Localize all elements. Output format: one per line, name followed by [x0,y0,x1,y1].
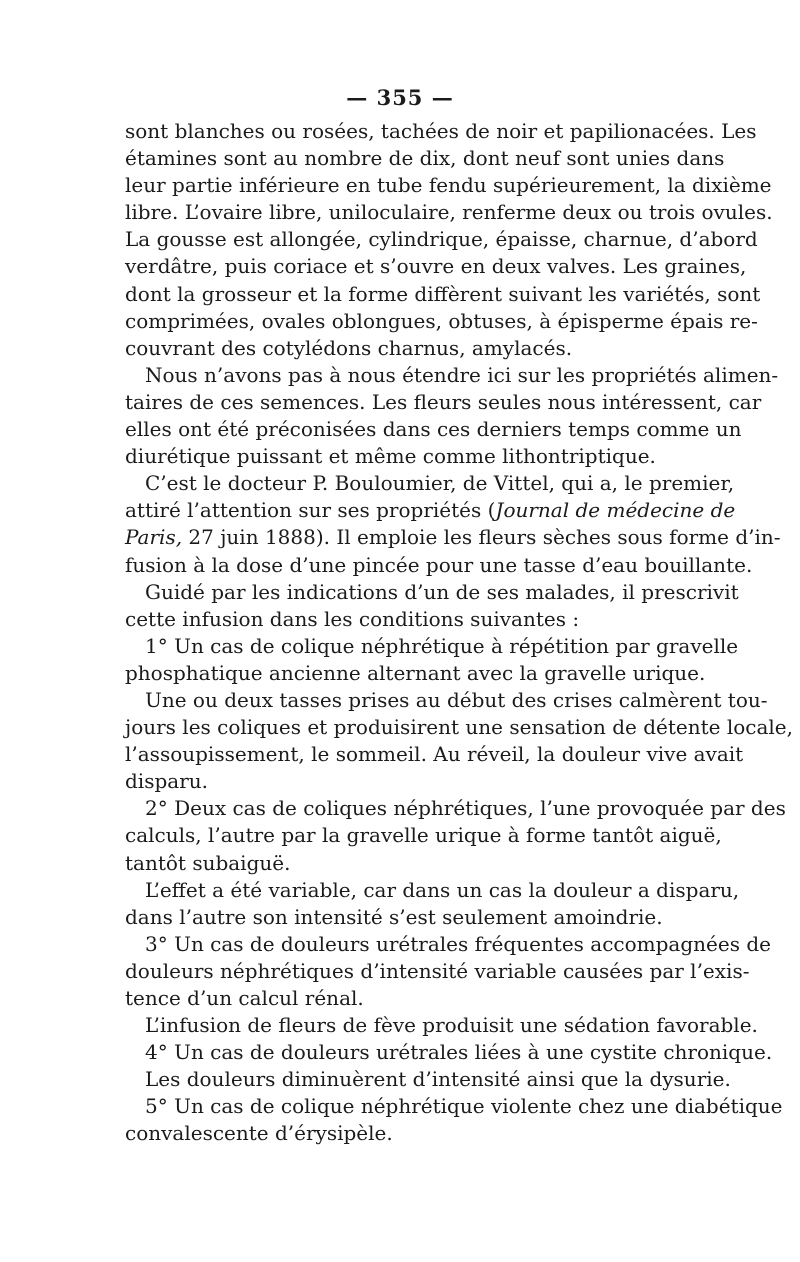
text-line: douleurs néphrétiques d’intensité variable causées par l’exis- [125,958,750,983]
case-3-start: 3° Un cas de douleurs urétrales fréquentes accompagnées de [145,931,771,956]
case-4-start: 4° Un cas de douleurs urétrales liées à une cystite chronique. [145,1040,773,1065]
text-line: tence d’un calcul rénal. [125,986,364,1010]
text-line-citation [125,497,736,524]
paragraph-start: Les douleurs diminuèrent d’intensité ainsi que la dysurie. [145,1067,731,1092]
text-line: libre. L’ovaire libre, uniloculaire, renferme deux ou trois ovules. [125,200,773,225]
text-line: sont blanches ou rosées, tachées de noir et papilionacées. Les [125,119,757,143]
case-5-start: 5° Un cas de colique néphrétique violente chez une diabétique [145,1094,783,1119]
paragraph-start: Guidé par les indications d’un de ses malades, il prescrivit [145,579,739,604]
case-1-start: 1° Un cas de colique néphrétique à répétition par gravelle [145,633,739,658]
journal-title-end: Paris, [125,525,183,550]
text-line: fusion à la dose d’une pincée pour une tasse d’eau bouillante. [125,552,753,577]
paragraph-start: Nous n’avons pas à nous étendre ici sur les propriétés alimen- [145,362,779,387]
text-line: La gousse est allongée, cylindrique, épaisse, charnue, d’abord [125,227,758,252]
text-line: diurétique puissant et même comme lithontriptique. [125,444,656,469]
text-line: tantôt subaiguë. [125,850,291,875]
text-line: leur partie inférieure en tube fendu supérieurement, la dixième [125,173,772,198]
text-line: disparu. [125,769,208,794]
paragraph-start: L’infusion de fleurs de fève produisit une sédation favorable. [145,1013,758,1038]
text-line: convalescente d’érysipèle. [125,1121,393,1146]
paragraph-start: Une ou deux tasses prises au début des crises calmèrent tou- [145,687,768,712]
text-line: phosphatique ancienne alternant avec la gravelle urique. [125,660,706,685]
text-line: étamines sont au nombre de dix, dont neuf sont unies dans [125,146,725,171]
page-number: — 355 — [346,85,454,110]
text-line: l’assoupissement, le sommeil. Au réveil, la douleur vive avait [125,742,744,767]
text-line: jours les coliques et produisirent une sensation de détente locale, [125,715,793,740]
text-line: verdâtre, puis coriace et s’ouvre en deux valves. Les graines, [125,254,747,279]
paragraph-start: L’effet a été variable, car dans un cas la douleur a disparu, [145,877,740,902]
text-line: elles ont été préconisées dans ces derniers temps comme un [125,417,742,442]
text-line: dans l’autre son intensité s’est seulement amoindrie. [125,904,663,929]
text-line: cette infusion dans les conditions suivantes : [125,606,580,631]
citation-lead: attiré l’attention sur ses propriétés ( [125,498,496,523]
text-line: taires de ces semences. Les fleurs seules nous intéressent, car [125,389,762,414]
text-line-citation [125,524,781,551]
case-2-start: 2° Deux cas de coliques néphrétiques, l’une provoquée par des [145,796,786,821]
paragraph-start: C’est le docteur P. Bouloumier, de Vittel, qui a, le premier, [145,471,735,496]
text-line: couvrant des cotylédons charnus, amylacés. [125,335,573,360]
citation-tail: 27 juin 1888). Il emploie les fleurs sèches sous forme d’in- [182,525,781,550]
text-line: comprimées, ovales oblongues, obtuses, à épisperme épais re- [125,308,758,333]
body-text [125,118,793,1148]
text-line: dont la grosseur et la forme diffèrent suivant les variétés, sont [125,281,761,306]
journal-title: Journal de médecine de [495,498,736,523]
text-line: calculs, l’autre par la gravelle urique à forme tantôt aiguë, [125,823,722,848]
